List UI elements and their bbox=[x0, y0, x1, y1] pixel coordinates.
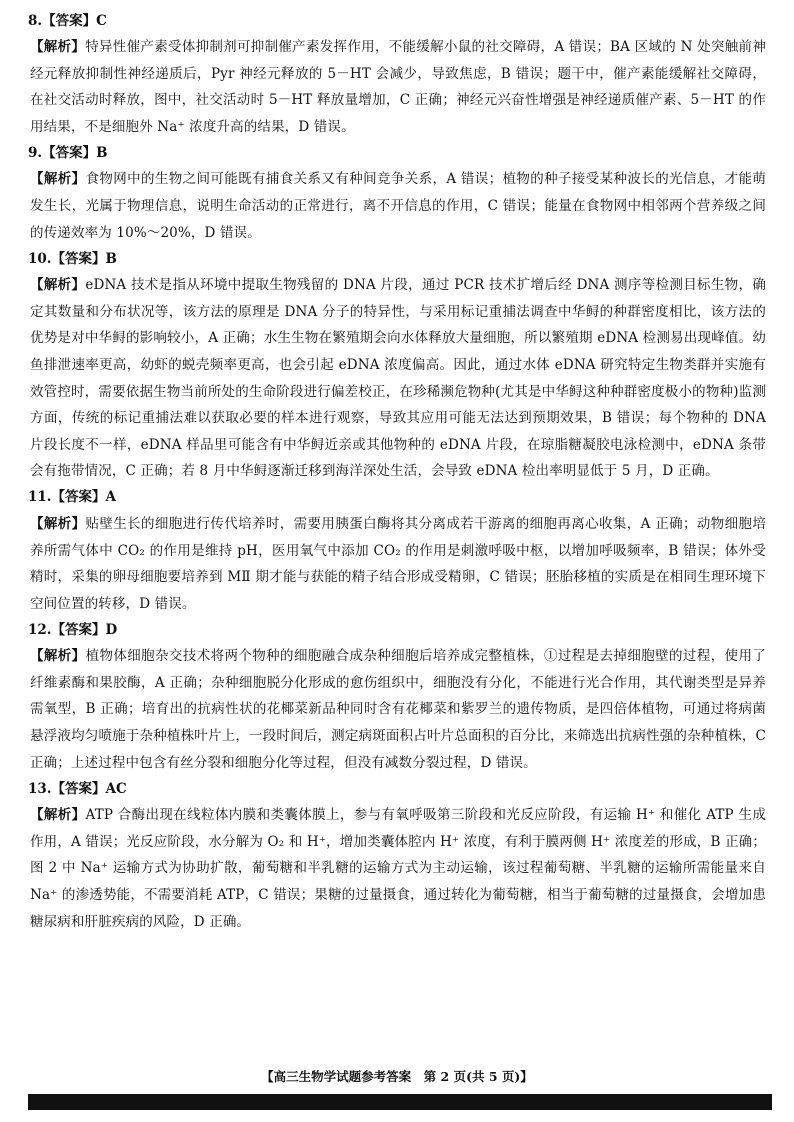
question-11 bbox=[28, 485, 766, 617]
analysis-tag: 【解析】 bbox=[30, 648, 86, 665]
analysis-paragraph bbox=[28, 166, 766, 246]
analysis-paragraph bbox=[28, 511, 766, 617]
question-12 bbox=[28, 617, 766, 776]
question-8 bbox=[28, 8, 766, 140]
analysis-paragraph bbox=[28, 272, 766, 485]
analysis-tag: 【解析】 bbox=[30, 515, 86, 532]
answer-value: C bbox=[96, 12, 107, 29]
analysis-tag: 【解析】 bbox=[30, 171, 86, 188]
answer-line bbox=[28, 140, 766, 166]
answer-line bbox=[28, 776, 766, 802]
answer-tag: 【答案】 bbox=[51, 621, 106, 638]
bottom-black-bar bbox=[28, 1094, 772, 1110]
answer-value: A bbox=[105, 489, 116, 506]
analysis-paragraph bbox=[28, 643, 766, 776]
question-9 bbox=[28, 140, 766, 246]
answer-line bbox=[28, 246, 766, 272]
analysis-paragraph bbox=[28, 802, 766, 935]
answer-tag: 【答案】 bbox=[42, 12, 97, 29]
answer-line bbox=[28, 8, 766, 34]
question-number: 10. bbox=[28, 250, 52, 267]
analysis-text: 食物网中的生物之间可能既有捕食关系又有种间竞争关系，A 错误；植物的种子接受某种波长的光信息，才能萌发生长，光属于物理信息，说明生命活动的正常进行，离不开信息的作用，C 错误；能量在食物网中相邻两个营养级之间的传递效率为 10%～20%，D 错误。 bbox=[30, 171, 766, 241]
analysis-text: 特异性催产素受体抑制剂可抑制催产素发挥作用，不能缓解小鼠的社交障碍，A 错误；BA 区域的 N 处突触前神经元释放抑制性神经递质后，Pyr 神经元释放的 5－HT 会减少，导致焦虑，B 错误；题干中，催产素能缓解社交障碍，在社交活动时释放，图中，社交活动时 5－HT 释放量增加，C 正确；神经元兴奋性增强是神经递质催产素、5－HT 的作用结果，不是细胞外 Na⁺ 浓度升高的结果，D 错误。 bbox=[30, 39, 766, 135]
page-footer: 【高三生物学试题参考答案 第 2 页(共 5 页)】 bbox=[261, 1069, 533, 1084]
question-number: 13. bbox=[28, 780, 52, 797]
analysis-text: 植物体细胞杂交技术将两个物种的细胞融合成杂种细胞后培养成完整植株，①过程是去掉细胞壁的过程，使用了纤维素酶和果胶酶，A 正确；杂种细胞脱分化形成的愈伤组织中，细胞没有分化，不能进行光合作用，其代谢类型是异养需氧型，B 正确；培育出的抗病性状的花椰菜新品种同时含有花椰菜和紫罗兰的遗传物质，是四倍体植物，可通过将病菌悬浮液均匀喷施于杂种植株叶片上，一段时间后，测定病斑面积占叶片总面积的百分比，来筛选出抗病性强的杂种植株，C 正确；上述过程中包含有丝分裂和细胞分化等过程，但没有减数分裂过程，D 错误。 bbox=[30, 648, 766, 771]
analysis-text: ATP 合酶出现在线粒体内膜和类囊体膜上，参与有氧呼吸第三阶段和光反应阶段，有运输 H⁺ 和催化 ATP 生成作用，A 错误；光反应阶段，水分解为 O₂ 和 H⁺，增加类囊体腔内 H⁺ 浓度，有利于膜两侧 H⁺ 浓度差的形成，B 正确；图 2 中 Na⁺ 运输方式为协助扩散，葡萄糖和半乳糖的运输方式为主动运输，该过程葡萄糖、半乳糖的运输所需能量来自 Na⁺ 的渗透势能，不需要消耗 ATP，C 错误；果糖的过量摄食，通过转化为葡萄糖，相当于葡萄糖的过量摄食，会增加患糖尿病和肝脏疾病的风险，D 正确。 bbox=[30, 807, 766, 930]
answer-line bbox=[28, 485, 766, 511]
answer-value: B bbox=[96, 144, 108, 161]
answer-tag: 【答案】 bbox=[51, 250, 106, 267]
question-number: 8. bbox=[28, 12, 43, 29]
answer-tag: 【答案】 bbox=[51, 489, 106, 506]
question-10 bbox=[28, 246, 766, 485]
analysis-text: eDNA 技术是指从环境中提取生物残留的 DNA 片段，通过 PCR 技术扩增后经 DNA 测序等检测目标生物，确定其数量和分布状况等，该方法的原理是 DNA 分子的特异性，与采用标记重捕法调查中华鲟的种群密度相比，该方法的优势是对中华鲟的影响较小，A 正确；水生生物在繁殖期会向水体释放大量细胞，所以繁殖期 eDNA 检测易出现峰值。幼鱼排泄速率更高，幼虾的蜕壳频率更高，也会引起 eDNA 浓度偏高。因此，通过水体 eDNA 研究特定生物类群并实施有效管控时，需要依据生物当前所处的生命阶段进行偏差校正，在珍稀濒危物种(尤其是中华鲟这种种群密度极小的物种)监测方面，传统的标记重捕法难以获取必要的样本进行观察，导致其应用可能无法达到预期效果，B 错误；每个物种的 DNA 片段长度不一样，eDNA 样品里可能含有中华鲟近亲或其他物种的 eDNA 片段，在琼脂糖凝胶电泳检测中，eDNA 条带会有拖带情况，C 正确；若 8 月中华鲟逐渐迁移到海洋深处生活，会导致 eDNA 检出率明显低于 5 月，D 正确。 bbox=[30, 277, 767, 480]
analysis-tag: 【解析】 bbox=[30, 807, 86, 824]
analysis-tag: 【解析】 bbox=[30, 39, 86, 55]
question-number: 9. bbox=[28, 144, 43, 161]
question-13 bbox=[28, 776, 766, 935]
analysis-tag: 【解析】 bbox=[30, 277, 86, 294]
question-number: 11. bbox=[28, 489, 52, 506]
answer-tag: 【答案】 bbox=[42, 144, 97, 161]
answer-line bbox=[28, 617, 766, 643]
analysis-text: 贴壁生长的细胞进行传代培养时，需要用胰蛋白酶将其分离成若干游离的细胞再离心收集，A 正确；动物细胞培养所需气体中 CO₂ 的作用是维持 pH，医用氧气中添加 CO₂ 的作用是刺激呼吸中枢，以增加呼吸频率，B 错误；体外受精时，采集的卵母细胞要培养到 MⅡ 期才能与获能的精子结合形成受精卵，C 错误；胚胎移植的实质是在相同生理环境下空间位置的转移，D 错误。 bbox=[30, 515, 766, 612]
question-number: 12. bbox=[28, 621, 52, 638]
answer-value: D bbox=[105, 621, 118, 638]
analysis-paragraph bbox=[28, 34, 766, 140]
answer-value: AC bbox=[105, 780, 127, 797]
answer-value: B bbox=[105, 250, 117, 267]
answer-tag: 【答案】 bbox=[51, 780, 106, 797]
